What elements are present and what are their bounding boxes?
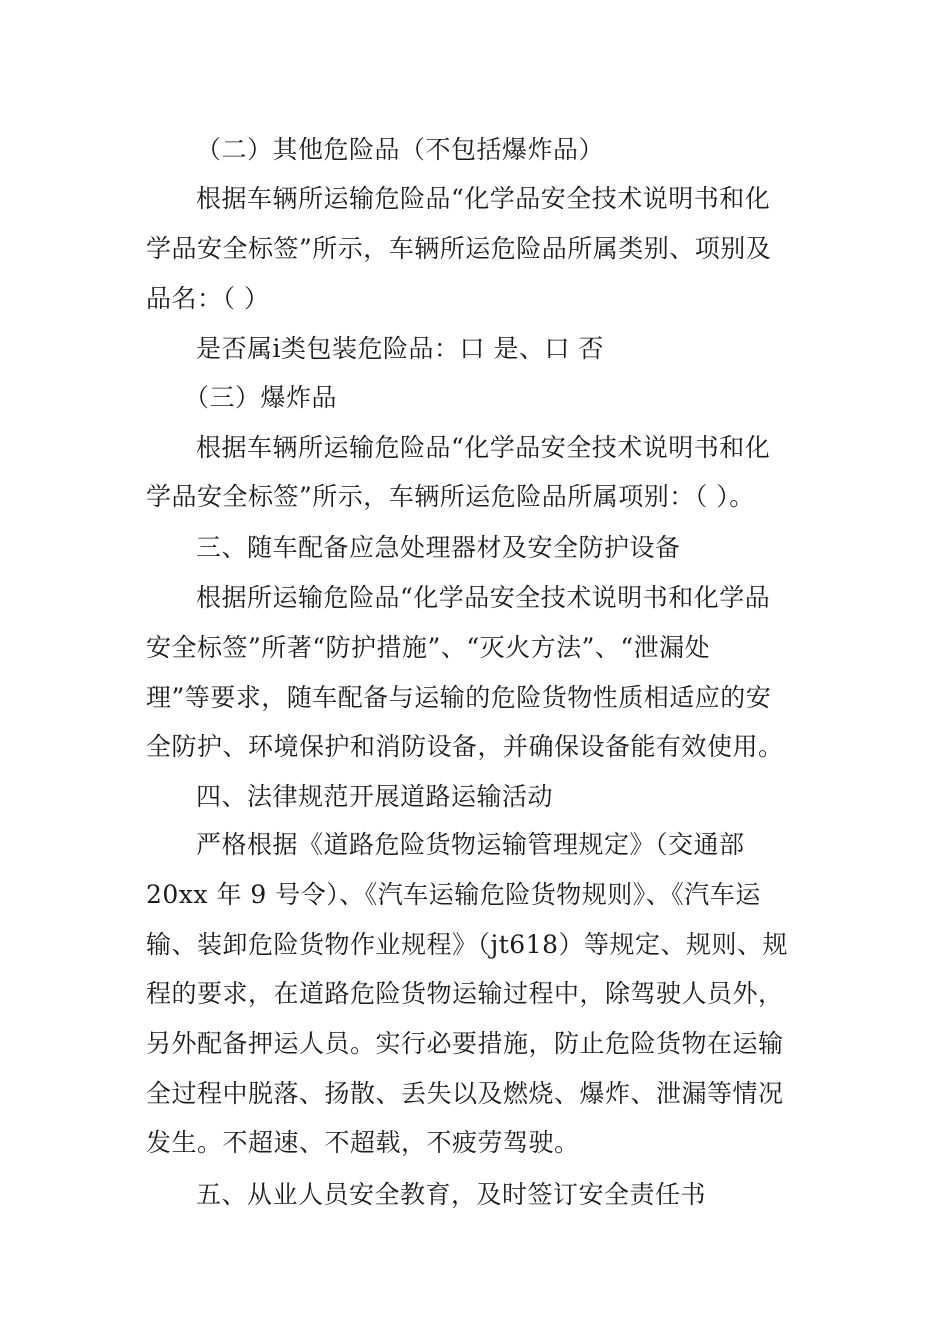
section-heading-legal-compliance: 四、法律规范开展道路运输活动 (196, 782, 554, 811)
paragraph-line: 品名：（ ） (146, 284, 270, 313)
paragraph-line: 另外配备押运人员。实行必要措施，防止危险货物在运输 (146, 1029, 784, 1058)
paragraph-line: 根据车辆所运输危险品“化学品安全技术说明书和化 (196, 184, 771, 213)
subheading-other-hazardous: （二）其他危险品（不包括爆炸品） (196, 135, 605, 164)
packaging-class-question: 是否属ⅰ类包装危险品：口 是、口 否 (196, 334, 604, 363)
paragraph-line: 20xx 年 9 号令）、《汽车运输危险货物规则》、《汽车运 (146, 880, 761, 909)
section-heading-safety-education: 五、从业人员安全教育，及时签订安全责任书 (196, 1180, 707, 1209)
paragraph-line: 严格根据《道路危险货物运输管理规定》（交通部 (196, 830, 745, 859)
paragraph-line: 安全标签”所著“防护措施”、“灭火方法”、“泄漏处 (146, 633, 711, 662)
section-heading-emergency-equipment: 三、随车配备应急处理器材及安全防护设备 (196, 533, 681, 562)
subheading-explosives: （三）爆炸品 (184, 383, 338, 412)
paragraph-line: 根据车辆所运输危险品“化学品安全技术说明书和化 (196, 433, 771, 462)
paragraph-line: 程的要求，在道路危险货物运输过程中，除驾驶人员外， (146, 979, 784, 1008)
paragraph-line: 根据所运输危险品“化学品安全技术说明书和化学品 (196, 583, 771, 612)
paragraph-line: 全防护、环境保护和消防设备，并确保设备能有效使用。 (146, 732, 784, 761)
paragraph-line: 全过程中脱落、扬散、丢失以及燃烧、爆炸、泄漏等情况 (146, 1079, 784, 1108)
paragraph-line: 理”等要求，随车配备与运输的危险货物性质相适应的安 (146, 683, 772, 712)
paragraph-line: 输、装卸危险货物作业规程》（jt618）等规定、规则、规 (146, 930, 789, 959)
paragraph-line: 发生。不超速、不超载，不疲劳驾驶。 (146, 1128, 580, 1157)
paragraph-line: 学品安全标签”所示，车辆所运危险品所属项别：（ ）。 (146, 482, 755, 511)
paragraph-line: 学品安全标签”所示，车辆所运危险品所属类别、项别及 (146, 234, 772, 263)
